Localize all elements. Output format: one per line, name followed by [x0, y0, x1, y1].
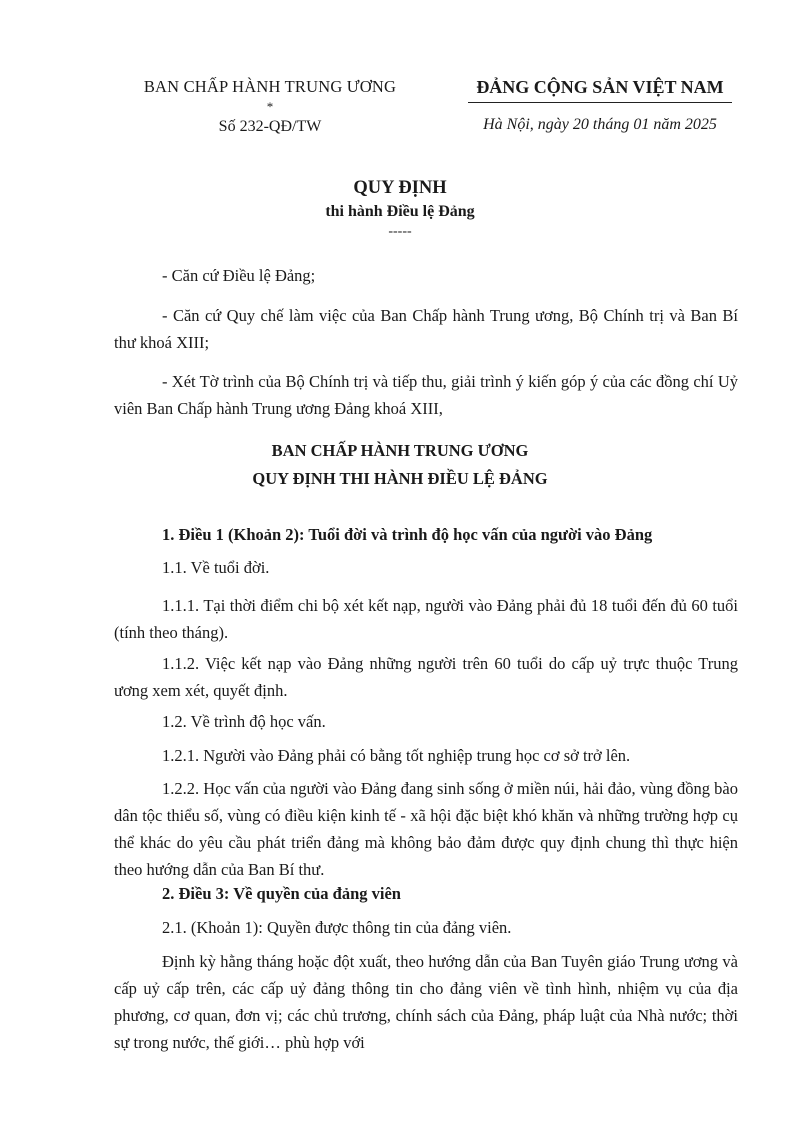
paragraph: Định kỳ hằng tháng hoặc đột xuất, theo hướng dẫn của Ban Tuyên giáo Trung ương và cấp uỷ cấp trên, các cấp uỷ đảng thông tin cho đảng viên về tình hình, nhiệm vụ của địa phương, cơ quan, đơn vị; các chủ trương, chính sách của Đảng, pháp luật của Nhà nước; thời sự trong nước, thế giới… phù hợp với — [114, 952, 738, 1052]
document-number: Số 232-QĐ/TW — [218, 118, 322, 135]
document-title: QUY ĐỊNH — [353, 178, 447, 198]
decision-heading-line2: QUY ĐỊNH THI HÀNH ĐIỀU LỆ ĐẢNG — [252, 469, 548, 488]
party-name-underline — [468, 102, 732, 103]
preamble-item: - Xét Tờ trình của Bộ Chính trị và tiếp thu, giải trình ý kiến góp ý của các đồng chí Uỷ viên Ban Chấp hành Trung ương Đảng khoá XIII, — [114, 372, 738, 418]
paragraph: 1.2.2. Học vấn của người vào Đảng đang sinh sống ở miền núi, hải đảo, vùng đồng bào dân tộc thiểu số, vùng có điều kiện kinh tế - xã hội đặc biệt khó khăn và những trường hợp cụ thể khác do yêu cầu phát triển đảng mà không bảo đảm được quy định chung thì thực hiện theo hướng dẫn của Ban Bí thư. — [114, 779, 738, 879]
section-2-heading: 2. Điều 3: Về quyền của đảng viên — [162, 884, 401, 903]
document-subtitle: thi hành Điều lệ Đảng — [325, 203, 475, 220]
header-star: * — [266, 99, 274, 114]
decision-heading-line1: BAN CHẤP HÀNH TRUNG ƯƠNG — [271, 441, 529, 460]
paragraph: 1.1.1. Tại thời điểm chi bộ xét kết nạp, người vào Đảng phải đủ 18 tuổi đến đủ 60 tuổi (tính theo tháng). — [114, 596, 738, 642]
paragraph: 1.2. Về trình độ học vấn. — [162, 712, 326, 731]
preamble-item: - Căn cứ Quy chế làm việc của Ban Chấp hành Trung ương, Bộ Chính trị và Ban Bí thư khoá XIII; — [114, 306, 738, 352]
document-date: Hà Nội, ngày 20 tháng 01 năm 2025 — [483, 116, 717, 133]
paragraph: 1.2.1. Người vào Đảng phải có bằng tốt nghiệp trung học cơ sở trở lên. — [162, 746, 631, 765]
issuing-body: BAN CHẤP HÀNH TRUNG ƯƠNG — [143, 77, 397, 96]
paragraph: 1.1. Về tuổi đời. — [162, 558, 270, 577]
section-1-heading: 1. Điều 1 (Khoản 2): Tuổi đời và trình độ học vấn của người vào Đảng — [162, 525, 653, 544]
paragraph: 1.1.2. Việc kết nạp vào Đảng những người trên 60 tuổi do cấp uỷ trực thuộc Trung ương xem xét, quyết định. — [114, 654, 738, 700]
paragraph: 2.1. (Khoản 1): Quyền được thông tin của đảng viên. — [162, 918, 512, 937]
preamble-item: - Căn cứ Điều lệ Đảng; — [162, 266, 316, 285]
party-name: ĐẢNG CỘNG SẢN VIỆT NAM — [476, 77, 724, 97]
title-divider: ----- — [388, 224, 412, 239]
